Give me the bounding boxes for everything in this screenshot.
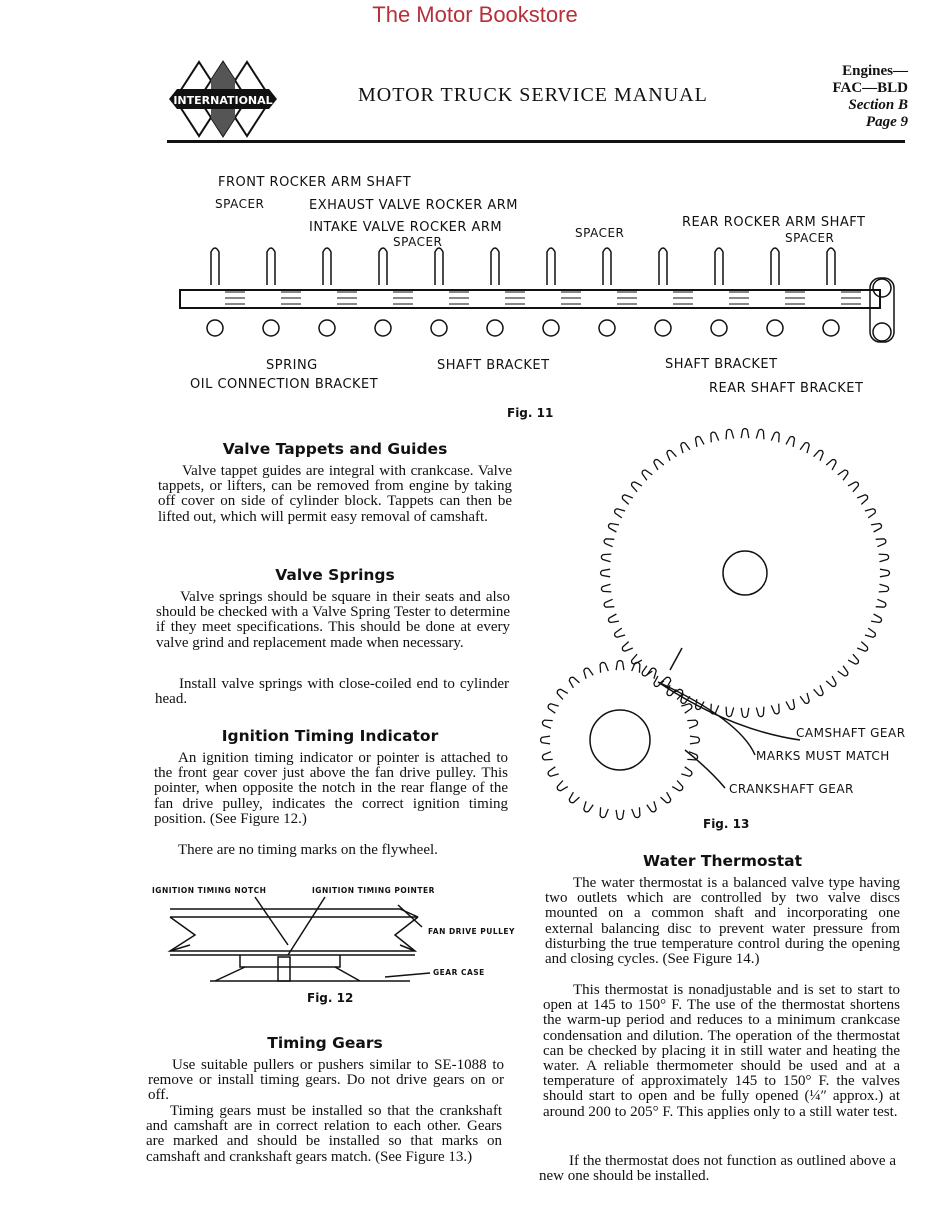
camshaft-gear-teeth bbox=[601, 429, 890, 718]
label-shaft-bracket: SHAFT BRACKET bbox=[437, 358, 550, 373]
label-shaft-bracket: SHAFT BRACKET bbox=[665, 357, 778, 372]
figure-caption: Fig. 11 bbox=[507, 406, 554, 420]
paragraph: Valve tappet guides are integral with crankcase. Valve tappets, or lifters, can be removed from engine by taking off cover on side of cylinder block. Tappets can then be lifted out, which will permit easy removal of camshaft. bbox=[158, 463, 512, 525]
label-oil-bracket: OIL CONNECTION BRACKET bbox=[190, 377, 379, 392]
paragraph: The water thermostat is a balanced valve type having two outlets which are controlled by two valve discs mounted on a common shaft and incorporating one external balancing disc to prevent water pressure from disturbing the true temperature control during the opening and closing cycles. (See Figure 14.) bbox=[545, 875, 900, 968]
rocker-arm bbox=[655, 248, 693, 336]
rocker-arm bbox=[767, 248, 805, 336]
rocker-arm bbox=[207, 248, 245, 336]
heading-timing-gears: Timing Gears bbox=[267, 1034, 383, 1052]
crankshaft-hub bbox=[590, 710, 650, 770]
rocker-arm bbox=[431, 248, 469, 336]
label-gear-case: GEAR CASE bbox=[433, 968, 485, 977]
rocker-arm bbox=[375, 248, 413, 336]
label-spacer: SPACER bbox=[575, 226, 625, 240]
fan-pulley-diagram bbox=[160, 895, 440, 990]
rocker-arm-shaft-diagram bbox=[160, 240, 900, 350]
label-marks-match: MARKS MUST MATCH bbox=[756, 749, 890, 763]
section-label: Section B bbox=[848, 97, 908, 113]
figure-caption: Fig. 12 bbox=[307, 991, 354, 1005]
crankshaft-gear-teeth bbox=[541, 661, 700, 820]
paragraph: An ignition timing indicator or pointer is attached to the front gear cover just above the fan drive pulley. This pointer, when opposite the notch in the rear flange of the fan drive pulley, indicates the correct ignition timing position. (See Figure 12.) bbox=[154, 750, 508, 827]
paragraph: Valve springs should be square in their seats and also should be checked with a Valve Spring Tester to determine if they meet specifications. This should be done at every valve grind and replacement made when necessary. bbox=[156, 589, 510, 651]
label-spring: SPRING bbox=[266, 358, 318, 373]
paragraph: This thermostat is nonadjustable and is set to start to open at 145 to 150° F. The use of the thermostat shortens the warm-up period and reduces to a minimum crankcase condensation and dilution. The operation of the thermostat can be checked by placing it in still water and heating the water. A reliable thermometer should be used and at a temperature of approximately 145 to 150° F. the valves should start to open and be fully opened (¼″ approx.) at around 200 to 205° F. This applies only to a still water test. bbox=[543, 982, 900, 1120]
paragraph: If the thermostat does not function as outlined above a new one should be installed. bbox=[539, 1153, 896, 1185]
label-rear-bracket: REAR SHAFT BRACKET bbox=[709, 381, 864, 396]
manual-title: MOTOR TRUCK SERVICE MANUAL bbox=[358, 84, 708, 106]
rocker-arm bbox=[319, 248, 357, 336]
label-timing-pointer: IGNITION TIMING POINTER bbox=[312, 886, 435, 895]
label-spacer: SPACER bbox=[215, 197, 265, 211]
label-rear-shaft: REAR ROCKER ARM SHAFT bbox=[682, 215, 866, 230]
figure-caption: Fig. 13 bbox=[703, 817, 750, 831]
camshaft-hub bbox=[723, 551, 767, 595]
watermark: The Motor Bookstore bbox=[372, 2, 578, 27]
international-logo bbox=[165, 60, 280, 138]
heading-ignition-timing: Ignition Timing Indicator bbox=[221, 727, 439, 745]
label-spacer: SPACER bbox=[785, 231, 835, 245]
header-rule bbox=[167, 140, 905, 143]
paragraph: There are no timing marks on the flywheel. bbox=[178, 842, 438, 858]
rocker-arm bbox=[487, 248, 525, 336]
label-crankshaft-gear: CRANKSHAFT GEAR bbox=[729, 782, 854, 796]
rocker-arm bbox=[599, 248, 637, 336]
paragraph: Timing gears must be installed so that the crankshaft and camshaft are in correct relation to each other. Gears are marked and should be installed so that marks on camshaft and crankshaft gears match. (See Figure 13.) bbox=[146, 1103, 502, 1165]
label-camshaft-gear: CAMSHAFT GEAR bbox=[796, 726, 906, 740]
model-label: FAC—BLD bbox=[832, 80, 908, 96]
label-exhaust-arm: EXHAUST VALVE ROCKER ARM bbox=[309, 198, 519, 213]
label-spacer: SPACER bbox=[393, 235, 443, 249]
rocker-arm bbox=[543, 248, 581, 336]
label-fan-pulley: FAN DRIVE PULLEY bbox=[428, 927, 515, 936]
rocker-arm bbox=[711, 248, 749, 336]
label-intake-arm: INTAKE VALVE ROCKER ARM bbox=[309, 220, 503, 235]
label-timing-notch: IGNITION TIMING NOTCH bbox=[152, 886, 267, 895]
page-reference bbox=[832, 63, 908, 131]
engines-label: Engines— bbox=[842, 63, 908, 79]
heading-valve-springs: Valve Springs bbox=[275, 566, 395, 584]
page-number: Page 9 bbox=[865, 114, 908, 130]
paragraph: Install valve springs with close-coiled end to cylinder head. bbox=[155, 676, 509, 708]
heading-valve-tappets: Valve Tappets and Guides bbox=[222, 440, 448, 458]
rocker-arm bbox=[823, 248, 861, 336]
svg-text:INTERNATIONAL: INTERNATIONAL bbox=[173, 94, 273, 107]
rocker-arm bbox=[263, 248, 301, 336]
paragraph: Use suitable pullers or pushers similar to SE-1088 to remove or install timing gears. Do not drive gears on or off. bbox=[148, 1057, 504, 1104]
label-front-shaft: FRONT ROCKER ARM SHAFT bbox=[218, 175, 412, 190]
heading-water-thermostat: Water Thermostat bbox=[642, 852, 803, 870]
